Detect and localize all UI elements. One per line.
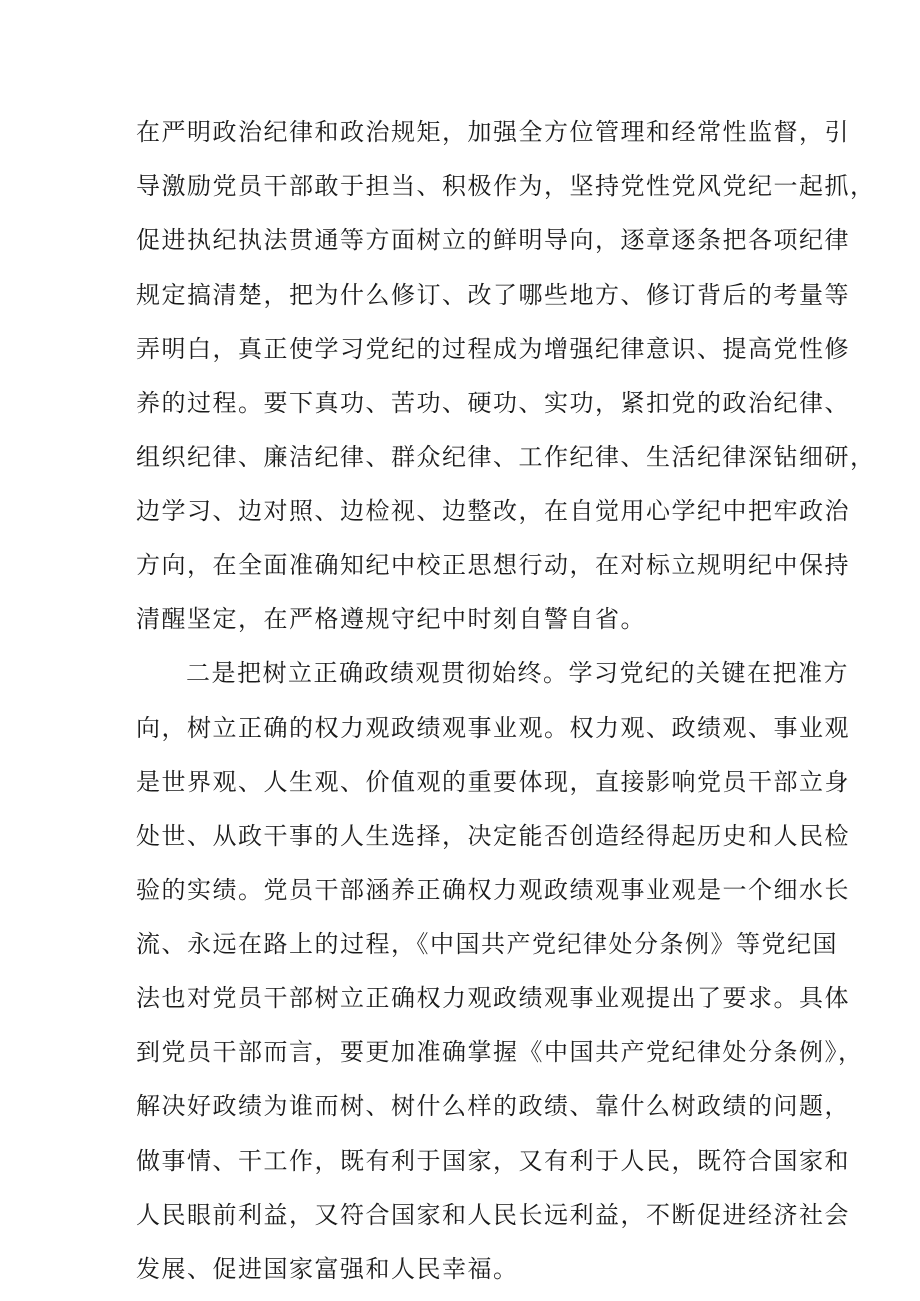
text-line: 解决好政绩为谁而树、树什么样的政绩、靠什么树政绩的问题，: [136, 1092, 850, 1120]
text-line: 弄明白，真正使学习党纪的过程成为增强纪律意识、提高党性修: [136, 335, 850, 363]
text-line: 人民眼前利益，又符合国家和人民长远利益，不断促进经济社会: [136, 1201, 850, 1229]
text-line: 到党员干部而言，要更加准确掌握《中国共产党纪律处分条例》，: [136, 1038, 864, 1066]
paragraph-first-line: 二是把树立正确政绩观贯彻始终。学习党纪的关键在把准方: [186, 659, 849, 687]
text-line: 方向，在全面准确知纪中校正思想行动，在对标立规明纪中保持: [136, 551, 850, 579]
text-line: 向，树立正确的权力观政绩观事业观。权力观、政绩观、事业观: [136, 714, 850, 742]
text-line: 流、永远在路上的过程，《中国共产党纪律处分条例》等党纪国: [136, 930, 838, 958]
text-line: 是世界观、人生观、价值观的重要体现，直接影响党员干部立身: [136, 768, 850, 796]
text-line: 边学习、边对照、边检视、边整改，在自觉用心学纪中把牢政治: [136, 497, 850, 525]
text-line: 法也对党员干部树立正确权力观政绩观事业观提出了要求。具体: [136, 984, 850, 1012]
text-line: 组织纪律、廉洁纪律、群众纪律、工作纪律、生活纪律深钻细研，: [136, 443, 876, 471]
text-line: 规定搞清楚，把为什么修订、改了哪些地方、修订背后的考量等: [136, 281, 850, 309]
text-line: 促进执纪执法贯通等方面树立的鲜明导向，逐章逐条把各项纪律: [136, 226, 850, 254]
text-line: 养的过程。要下真功、苦功、硬功、实功，紧扣党的政治纪律、: [136, 389, 850, 417]
text-line: 发展、促进国家富强和人民幸福。: [136, 1255, 519, 1283]
text-line: 验的实绩。党员干部涵养正确权力观政绩观事业观是一个细水长: [136, 876, 850, 904]
text-line: 做事情、干工作，既有利于国家，又有利于人民，既符合国家和: [136, 1147, 850, 1175]
text-line: 导激励党员干部敢于担当、积极作为，坚持党性党风党纪一起抓，: [136, 172, 876, 200]
text-line: 在严明政治纪律和政治规矩，加强全方位管理和经常性监督，引: [136, 118, 850, 146]
text-line: 清醒坚定，在严格遵规守纪中时刻自警自省。: [136, 605, 646, 633]
text-line: 处世、从政干事的人生选择，决定能否创造经得起历史和人民检: [136, 822, 850, 850]
